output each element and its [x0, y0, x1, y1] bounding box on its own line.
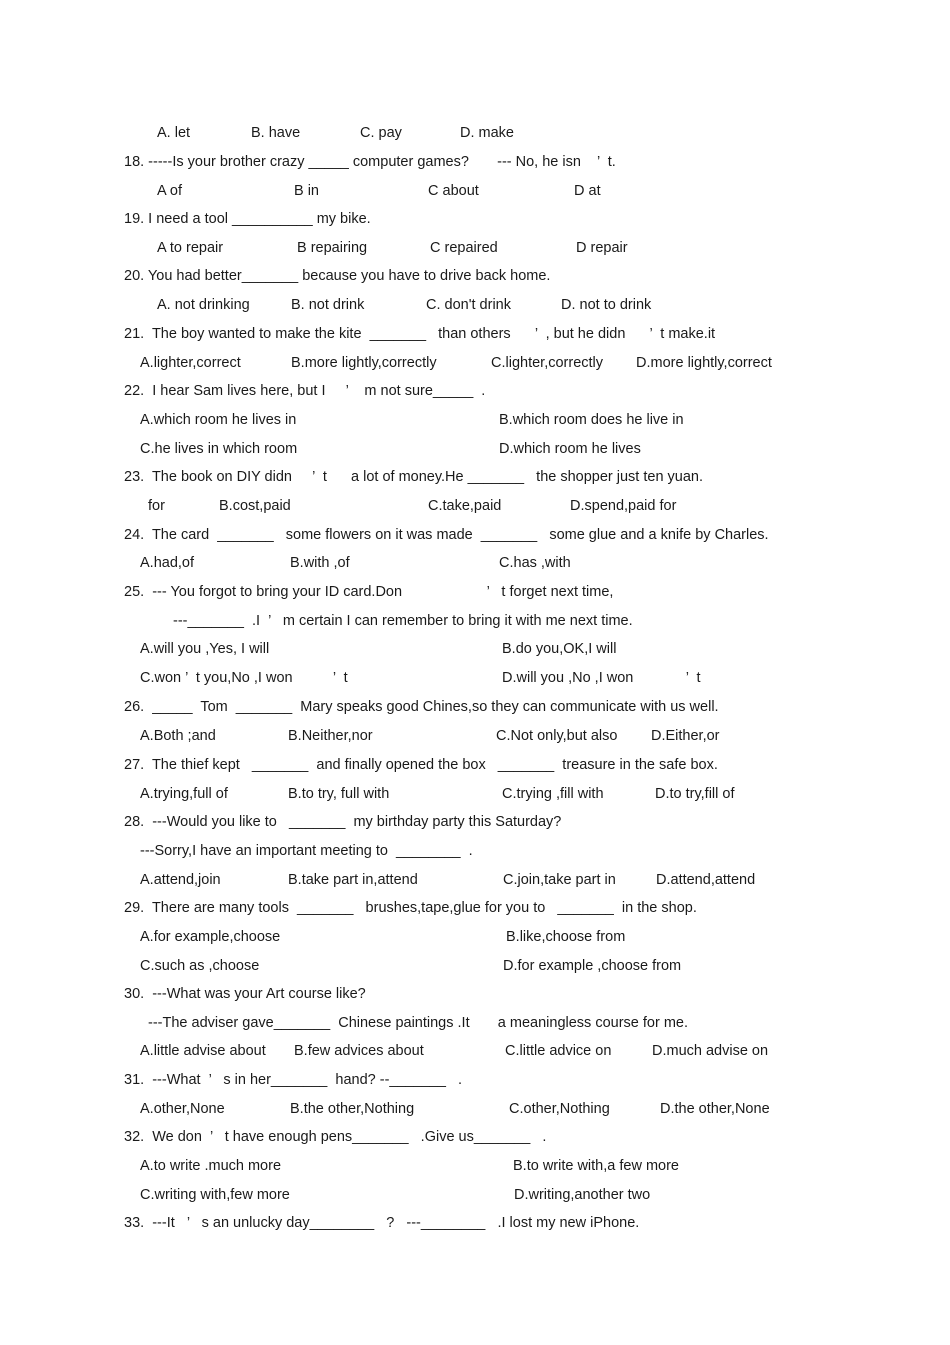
- q27-option-a: A.trying,full of: [140, 786, 228, 802]
- q25-stem: 25. --- You forgot to bring your ID card.Don ’ t forget next time,: [124, 584, 614, 600]
- q24-option-a: A.had,of: [140, 555, 195, 571]
- q29-option-d: D.for example ,choose from: [503, 958, 682, 974]
- q28-option-c: C.join,take part in: [503, 872, 616, 888]
- q32-option-d: D.writing,another two: [514, 1187, 651, 1203]
- q26-stem: 26. _____ Tom _______ Mary speaks good Chines,so they can communicate with us well.: [124, 699, 719, 715]
- q27-option-d: D.to try,fill of: [655, 786, 735, 802]
- q19-option-d: D repair: [576, 240, 628, 256]
- q17-option-c: C. pay: [360, 125, 402, 141]
- q22-option-b: B.which room does he live in: [499, 412, 684, 428]
- q29-option-a: A.for example,choose: [140, 929, 281, 945]
- q17-option-d: D. make: [460, 125, 514, 141]
- q31-option-c: C.other,Nothing: [509, 1101, 610, 1117]
- q31-option-a: A.other,None: [140, 1101, 225, 1117]
- q19-stem: 19. I need a tool __________ my bike.: [124, 211, 371, 227]
- q27-option-c: C.trying ,fill with: [502, 786, 604, 802]
- q32-option-b: B.to write with,a few more: [513, 1158, 679, 1174]
- q33-stem: 33. ---It ’ s an unlucky day________ ? ---________ .I lost my new iPhone.: [124, 1215, 640, 1231]
- q21-option-a: A.lighter,correct: [140, 355, 241, 371]
- q29-option-b: B.like,choose from: [506, 929, 626, 945]
- q17-option-b: B. have: [251, 125, 301, 141]
- q29-option-c: C.such as ,choose: [140, 958, 260, 974]
- q32-option-c: C.writing with,few more: [140, 1187, 290, 1203]
- q23-option-d: D.spend,paid for: [570, 498, 677, 514]
- q20-option-d: D. not to drink: [561, 297, 652, 313]
- q28-line2: ---Sorry,I have an important meeting to ________ .: [140, 843, 473, 859]
- q21-option-b: B.more lightly,correctly: [291, 355, 437, 371]
- q20-option-c: C. don't drink: [426, 297, 511, 313]
- q19-option-a: A to repair: [157, 240, 224, 256]
- q25-option-b: B.do you,OK,I will: [502, 641, 617, 657]
- q18-option-b: B in: [294, 183, 319, 199]
- q30-option-a: A.little advise about: [140, 1043, 266, 1059]
- q30-option-c: C.little advice on: [505, 1043, 612, 1059]
- q28-option-a: A.attend,join: [140, 872, 221, 888]
- q30-option-b: B.few advices about: [294, 1043, 424, 1059]
- q25-line2: ---_______ .I ’ m certain I can remember to bring it with me next time.: [173, 613, 633, 629]
- q20-option-b: B. not drink: [291, 297, 365, 313]
- q19-option-c: C repaired: [430, 240, 498, 256]
- q18-option-a: A of: [157, 183, 182, 199]
- q28-option-b: B.take part in,attend: [288, 872, 418, 888]
- q27-stem: 27. The thief kept _______ and finally opened the box _______ treasure in the safe box.: [124, 757, 718, 773]
- q25-option-c: C.won ’ t you,No ,I won ’ t: [140, 670, 348, 686]
- q30-line2: ---The adviser gave_______ Chinese paintings .It a meaningless course for me.: [148, 1015, 689, 1031]
- q17-option-a: A. let: [157, 125, 191, 141]
- q18-option-c: C about: [428, 183, 479, 199]
- q24-stem: 24. The card _______ some flowers on it was made _______ some glue and a knife by Charles.: [124, 527, 769, 543]
- q25-option-a: A.will you ,Yes, I will: [140, 641, 270, 657]
- q18-stem: 18. -----Is your brother crazy _____ computer games? --- No, he isn ’ t.: [124, 154, 616, 170]
- q29-stem: 29. There are many tools _______ brushes,tape,glue for you to _______ in the shop.: [124, 900, 697, 916]
- q21-option-c: C.lighter,correctly: [491, 355, 604, 371]
- q22-option-a: A.which room he lives in: [140, 412, 297, 428]
- q26-option-c: C.Not only,but also: [496, 728, 618, 744]
- q24-option-c: C.has ,with: [499, 555, 571, 571]
- q30-stem: 30. ---What was your Art course like?: [124, 986, 366, 1002]
- q23-option-c: C.take,paid: [428, 498, 502, 514]
- q23-stem: 23. The book on DIY didn ’ t a lot of money.He _______ the shopper just ten yuan.: [124, 469, 704, 485]
- q25-option-d: D.will you ,No ,I won ’ t: [502, 670, 701, 686]
- q32-option-a: A.to write .much more: [140, 1158, 282, 1174]
- q31-option-d: D.the other,None: [660, 1101, 770, 1117]
- q30-option-d: D.much advise on: [652, 1043, 769, 1059]
- q22-option-d: D.which room he lives: [499, 441, 641, 457]
- q20-option-a: A. not drinking: [157, 297, 250, 313]
- q26-option-a: A.Both ;and: [140, 728, 216, 744]
- q26-option-b: B.Neither,nor: [288, 728, 373, 744]
- q21-stem: 21. The boy wanted to make the kite _______ than others ’ , but he didn ’ t make.it: [124, 326, 716, 342]
- q31-option-b: B.the other,Nothing: [290, 1101, 415, 1117]
- q26-option-d: D.Either,or: [651, 728, 720, 744]
- q20-stem: 20. You had better_______ because you have to drive back home.: [124, 268, 551, 284]
- q24-option-b: B.with ,of: [290, 555, 350, 571]
- q18-option-d: D at: [574, 183, 601, 199]
- q31-stem: 31. ---What ’ s in her_______ hand? --_______ .: [124, 1072, 462, 1088]
- q21-option-d: D.more lightly,correct: [636, 355, 772, 371]
- q23-option-a: for: [148, 498, 165, 514]
- q19-option-b: B repairing: [297, 240, 368, 256]
- q23-option-b: B.cost,paid: [219, 498, 291, 514]
- q22-option-c: C.he lives in which room: [140, 441, 298, 457]
- q28-option-d: D.attend,attend: [656, 872, 756, 888]
- q22-stem: 22. I hear Sam lives here, but I ’ m not sure_____ .: [124, 383, 486, 399]
- q27-option-b: B.to try, full with: [288, 786, 390, 802]
- q28-stem: 28. ---Would you like to _______ my birthday party this Saturday?: [124, 814, 562, 830]
- q32-stem: 32. We don ’ t have enough pens_______ .Give us_______ .: [124, 1129, 547, 1145]
